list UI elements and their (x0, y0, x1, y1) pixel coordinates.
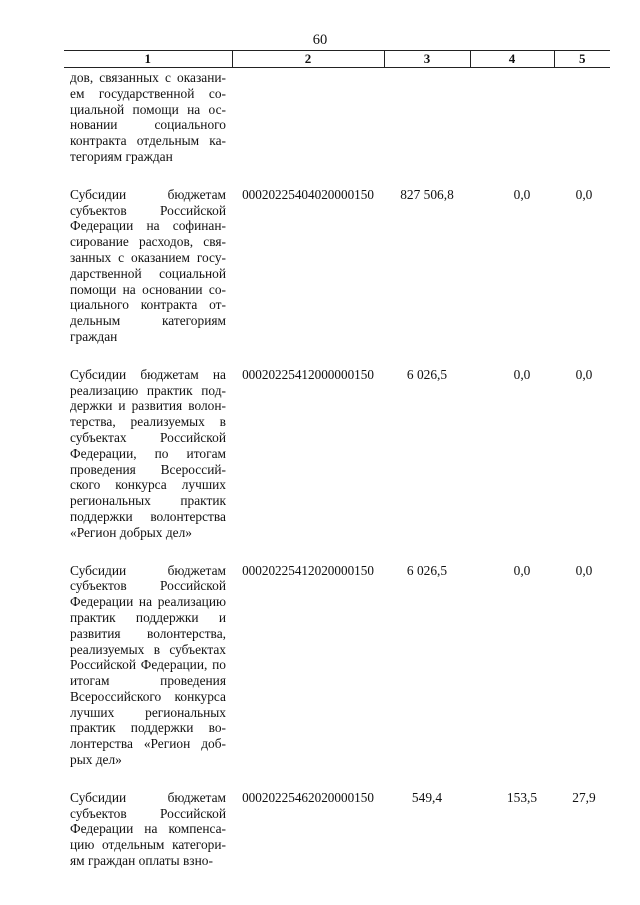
row-code: 00020225412000000150 (242, 366, 374, 382)
row-value-col5: 0,0 (575, 366, 593, 382)
row-value-col5: 0,0 (575, 186, 593, 202)
row-name: Субсидии бюджетам субъектов Российской Федерации на компенсацию отдельным категориям граждан оплаты взно- (70, 789, 226, 869)
column-header-2: 2 (232, 51, 384, 68)
row-value-col3: 827 506,8 (400, 186, 454, 202)
page-number: 60 (312, 32, 328, 48)
column-header-4: 4 (470, 51, 554, 68)
row-value-col3: 6 026,5 (406, 366, 448, 382)
table-row (64, 788, 610, 889)
column-header-3: 3 (384, 51, 470, 68)
budget-table (64, 50, 610, 889)
column-header-5: 5 (554, 51, 610, 68)
table-header-row (64, 51, 610, 68)
row-value-col5: 27,9 (572, 789, 596, 805)
row-value-col5: 0,0 (575, 562, 593, 578)
table-row (64, 68, 610, 185)
row-value-col4 (470, 68, 554, 185)
row-code: 00020225412020000150 (242, 562, 374, 578)
row-value-col4: 0,0 (513, 562, 531, 578)
table-row (64, 365, 610, 561)
row-value-col3: 6 026,5 (406, 562, 448, 578)
row-name: Субсидии бюджетам субъектов Российской Федерации на реализацию практик поддержки и развития волонтерства, реализуемых в субъектах Российской Федерации, по итогам проведения Всероссийского конкурса лучших региональных практик поддержки волонтерства «Регион добрых дел» (70, 562, 226, 768)
row-value-col3: 549,4 (411, 789, 443, 805)
row-value-col3 (384, 68, 470, 185)
row-value-col5 (554, 68, 610, 185)
row-name: Субсидии бюджетам субъектов Российской Федерации на софинансирование расходов, связанных с оказанием государственной социальной помощи на основании социального контракта отдельным категориям граждан (70, 186, 226, 344)
row-code: 00020225462020000150 (242, 789, 374, 805)
table-row (64, 561, 610, 788)
table-row (64, 185, 610, 365)
column-header-1: 1 (64, 51, 232, 68)
row-value-col4: 0,0 (513, 186, 531, 202)
row-value-col4: 0,0 (513, 366, 531, 382)
row-code (232, 68, 384, 185)
row-value-col4: 153,5 (506, 789, 538, 805)
row-code: 00020225404020000150 (242, 186, 374, 202)
row-name: Субсидии бюджетам на реализацию практик поддержки и развития волонтерства, реализуемых в субъектах Российской Федерации, по итогам проведения Всероссийского конкурса лучших региональных практик поддержки волонтерства «Регион добрых дел» (70, 366, 226, 540)
row-name: дов, связанных с оказанием государственной социальной помощи на основании социального контракта отдельным категориям граждан (70, 70, 226, 164)
